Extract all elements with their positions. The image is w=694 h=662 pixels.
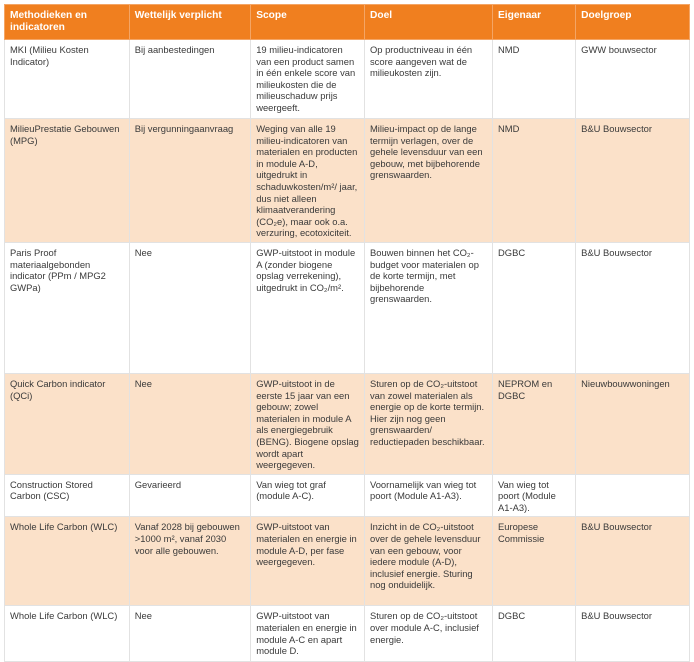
cell-target: B&U Bouwsector — [576, 242, 690, 373]
cell-method: Quick Carbon indicator (QCi) — [5, 373, 130, 474]
cell-scope: Weging van alle 19 milieu-indicatoren van materialen en producten in module A-D, uitgedrukt in schaduwkosten/m²/ jaar, dus niet alleen klimaatverandering (CO₂e), maar ook o.a. verzuring, ecotoxiciteit. — [251, 119, 365, 243]
header-target-group: Doelgroep — [576, 5, 690, 40]
cell-legal: Vanaf 2028 bij gebouwen >1000 m², vanaf 2030 voor alle gebouwen. — [129, 517, 250, 606]
cell-scope: GWP-uitstoot van materialen en energie in module A-C en apart module D. — [251, 606, 365, 662]
cell-goal: Voornamelijk van wieg tot poort (Module A1-A3). — [364, 474, 492, 517]
cell-owner: NMD — [493, 119, 576, 243]
cell-owner: Europese Commissie — [493, 517, 576, 606]
cell-target — [576, 474, 690, 517]
cell-legal: Nee — [129, 242, 250, 373]
table-row — [5, 517, 690, 606]
cell-scope: 19 milieu-indicatoren van een product samen in één enkele score van milieukosten die de milieuschaduw prijs weergeeft. — [251, 40, 365, 119]
cell-owner: DGBC — [493, 242, 576, 373]
cell-goal: Bouwen binnen het CO₂-budget voor materialen op de korte termijn, met bijbehorende grenswaarden. — [364, 242, 492, 373]
table-row — [5, 119, 690, 243]
cell-legal: Nee — [129, 373, 250, 474]
cell-goal: Inzicht in de CO₂-uitstoot over de gehele levensduur van een gebouw, voor iedere module (A-D), inclusief energie. Sturing nog onduidelijk. — [364, 517, 492, 606]
cell-method: Whole Life Carbon (WLC) — [5, 606, 130, 662]
cell-owner: NMD — [493, 40, 576, 119]
cell-method: Paris Proof materiaalgebonden indicator (PPm / MPG2 GWPa) — [5, 242, 130, 373]
cell-legal: Bij vergunningaanvraag — [129, 119, 250, 243]
cell-target: B&U Bouwsector — [576, 517, 690, 606]
cell-goal: Op productniveau in één score aangeven wat de milieukosten zijn. — [364, 40, 492, 119]
cell-goal: Sturen op de CO₂-uitstoot over module A-C, inclusief energie. — [364, 606, 492, 662]
cell-method: Construction Stored Carbon (CSC) — [5, 474, 130, 517]
table-row — [5, 373, 690, 474]
cell-legal: Nee — [129, 606, 250, 662]
header-scope: Scope — [251, 5, 365, 40]
table-header — [5, 5, 690, 40]
cell-goal: Sturen op de CO₂-uitstoot van zowel materialen als energie op de korte termijn. Hier zijn nog geen grenswaarden/ reductiepaden beschikbaar. — [364, 373, 492, 474]
table-row — [5, 242, 690, 373]
header-owner: Eigenaar — [493, 5, 576, 40]
header-goal: Doel — [364, 5, 492, 40]
header-row — [5, 5, 690, 40]
cell-scope: GWP-uitstoot van materialen en energie in module A-D, per fase weergegeven. — [251, 517, 365, 606]
header-methods: Methodieken en indicatoren — [5, 5, 130, 40]
table-body — [5, 40, 690, 662]
cell-method: MKI (Milieu Kosten Indicator) — [5, 40, 130, 119]
cell-method: Whole Life Carbon (WLC) — [5, 517, 130, 606]
cell-goal: Milieu-impact op de lange termijn verlagen, over de gehele levensduur van een gebouw, met bijbehorende grenswaarden. — [364, 119, 492, 243]
cell-target: B&U Bouwsector — [576, 119, 690, 243]
cell-target: B&U Bouwsector — [576, 606, 690, 662]
methods-table — [4, 4, 690, 662]
cell-owner: NEPROM en DGBC — [493, 373, 576, 474]
header-legally-required: Wettelijk verplicht — [129, 5, 250, 40]
cell-method: MilieuPrestatie Gebouwen (MPG) — [5, 119, 130, 243]
cell-scope: Van wieg tot graf (module A-C). — [251, 474, 365, 517]
cell-legal: Bij aanbestedingen — [129, 40, 250, 119]
table-row — [5, 40, 690, 119]
cell-legal: Gevarieerd — [129, 474, 250, 517]
cell-target: Nieuwbouwwoningen — [576, 373, 690, 474]
cell-target: GWW bouwsector — [576, 40, 690, 119]
table-row — [5, 606, 690, 662]
table-row — [5, 474, 690, 517]
cell-scope: GWP-uitstoot in de eerste 15 jaar van een gebouw; zowel materialen in module A als energiegebruik (BENG). Biogene opslag wordt apart weergegeven. — [251, 373, 365, 474]
cell-scope: GWP-uitstoot in module A (zonder biogene opslag verrekening), uitgedrukt in CO₂/m². — [251, 242, 365, 373]
cell-owner: Van wieg tot poort (Module A1-A3). — [493, 474, 576, 517]
cell-owner: DGBC — [493, 606, 576, 662]
